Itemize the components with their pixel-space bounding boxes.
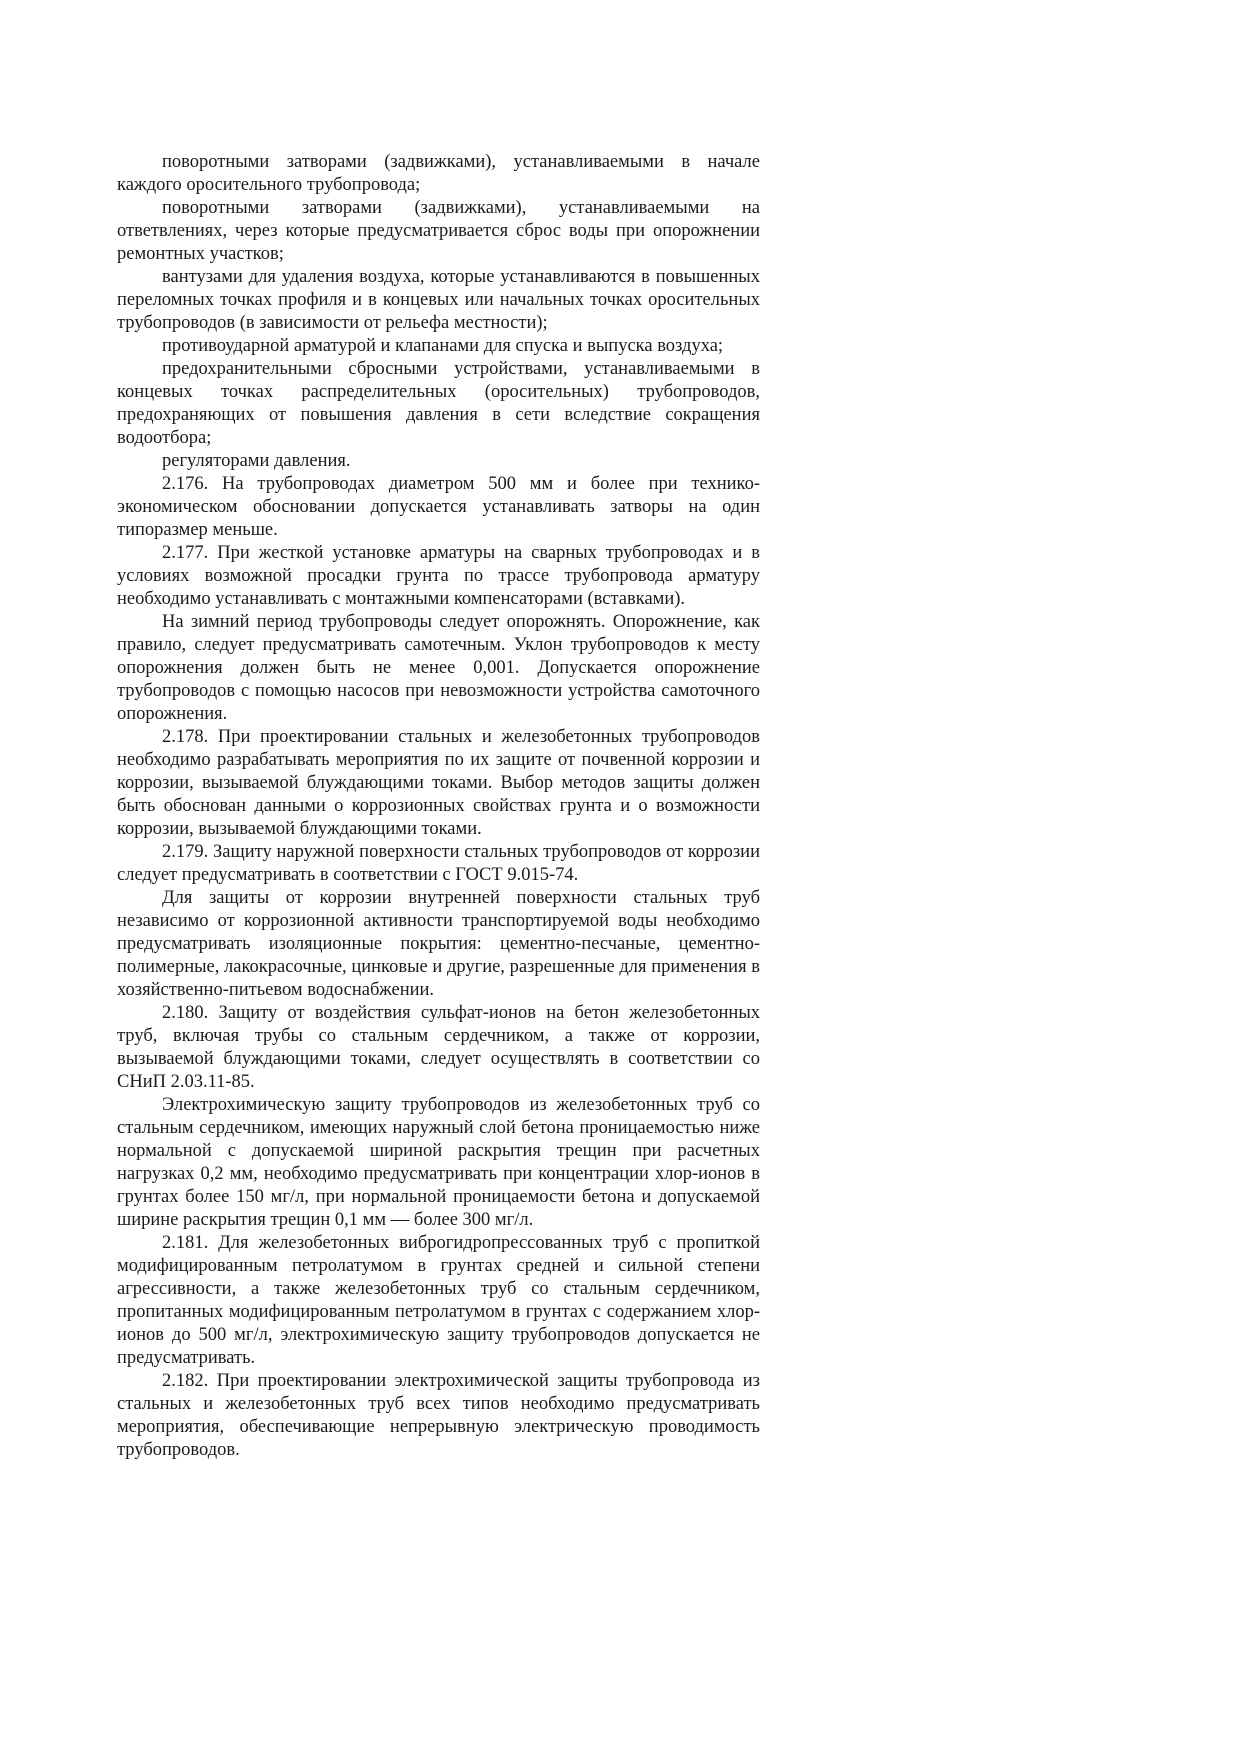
document-page bbox=[117, 151, 760, 1462]
paragraph-14: Электрохимическую защиту трубопроводов из железобетонных труб со стальным сердечником, имеющих наружный слой бетона проницаемостью ниже нормальной с допускаемой шириной раскрытия трещин при расчетных нагрузках 0,2 мм, необходимо предусматривать при концентрации хлор-ионов в грунтах более 150 мг/л, при нормальной проницаемости бетона и допускаемой ширине раскрытия трещин 0,1 мм — более 300 мг/л. bbox=[117, 1095, 760, 1230]
paragraph-4: противоударной арматурой и клапанами для спуска и выпуска воздуха; bbox=[162, 336, 724, 356]
paragraph-1: поворотными затворами (задвижками), устанавливаемыми в начале каждого оросительного трубопровода; bbox=[117, 152, 760, 195]
paragraph-12: Для защиты от коррозии внутренней поверхности стальных труб независимо от коррозионной активности транспортируемой воды необходимо предусматривать изоляционные покрытия: цементно-песчаные, цементно-полимерные, лакокрасочные, цинковые и другие, разрешенные для применения в хозяйственно-питьевом водоснабжении. bbox=[117, 888, 760, 1000]
paragraph-5: предохранительными сбросными устройствами, устанавливаемыми в концевых точках распределительных (оросительных) трубопроводов, предохраняющих от повышения давления в сети вследствие сокращения водоотбора; bbox=[117, 359, 760, 448]
paragraph-15: 2.181. Для железобетонных виброгидропрессованных труб с пропиткой модифицированным петролатумом в грунтах средней и сильной степени агрессивности, а также железобетонных труб со стальным сердечником, пропитанных модифицированным петролатумом в грунтах с содержанием хлор-ионов до 500 мг/л, электрохимическую защиту трубопроводов допускается не предусматривать. bbox=[117, 1233, 760, 1368]
paragraph-11: 2.179. Защиту наружной поверхности стальных трубопроводов от коррозии следует предусматривать в соответствии с ГОСТ 9.015-74. bbox=[117, 842, 760, 885]
paragraph-9: На зимний период трубопроводы следует опорожнять. Опорожнение, как правило, следует предусматривать самотечным. Уклон трубопроводов к месту опорожнения должен быть не менее 0,001. Допускается опорожнение трубопроводов с помощью насосов при невозможности устройства самоточного опорожнения. bbox=[117, 612, 760, 724]
paragraph-10: 2.178. При проектировании стальных и железобетонных трубопроводов необходимо разрабатывать мероприятия по их защите от почвенной коррозии и коррозии, вызываемой блуждающими токами. Выбор методов защиты должен быть обоснован данными о коррозионных свойствах грунта и о возможности коррозии, вызываемой блуждающими токами. bbox=[117, 727, 760, 839]
paragraph-8: 2.177. При жесткой установке арматуры на сварных трубопроводах и в условиях возможной просадки грунта по трассе трубопровода арматуру необходимо устанавливать с монтажными компенсаторами (вставками). bbox=[117, 543, 760, 609]
paragraph-13: 2.180. Защиту от воздействия сульфат-ионов на бетон железобетонных труб, включая трубы со стальным сердечником, а также от коррозии, вызываемой блуждающими токами, следует осуществлять в соответствии со СНиП 2.03.11-85. bbox=[117, 1003, 760, 1092]
paragraph-2: поворотными затворами (задвижками), устанавливаемыми на ответвлениях, через которые предусматривается сброс воды при опорожнении ремонтных участков; bbox=[117, 198, 760, 264]
paragraph-3: вантузами для удаления воздуха, которые устанавливаются в повышенных переломных точках профиля и в концевых или начальных точках оросительных трубопроводов (в зависимости от рельефа местности); bbox=[117, 267, 760, 333]
paragraph-7: 2.176. На трубопроводах диаметром 500 мм и более при технико-экономическом обосновании допускается устанавливать затворы на один типоразмер меньше. bbox=[117, 474, 760, 540]
paragraph-16: 2.182. При проектировании электрохимической защиты трубопровода из стальных и железобетонных труб всех типов необходимо предусматривать мероприятия, обеспечивающие непрерывную электрическую проводимость трубопроводов. bbox=[117, 1371, 760, 1460]
paragraph-6: регуляторами давления. bbox=[162, 451, 351, 471]
